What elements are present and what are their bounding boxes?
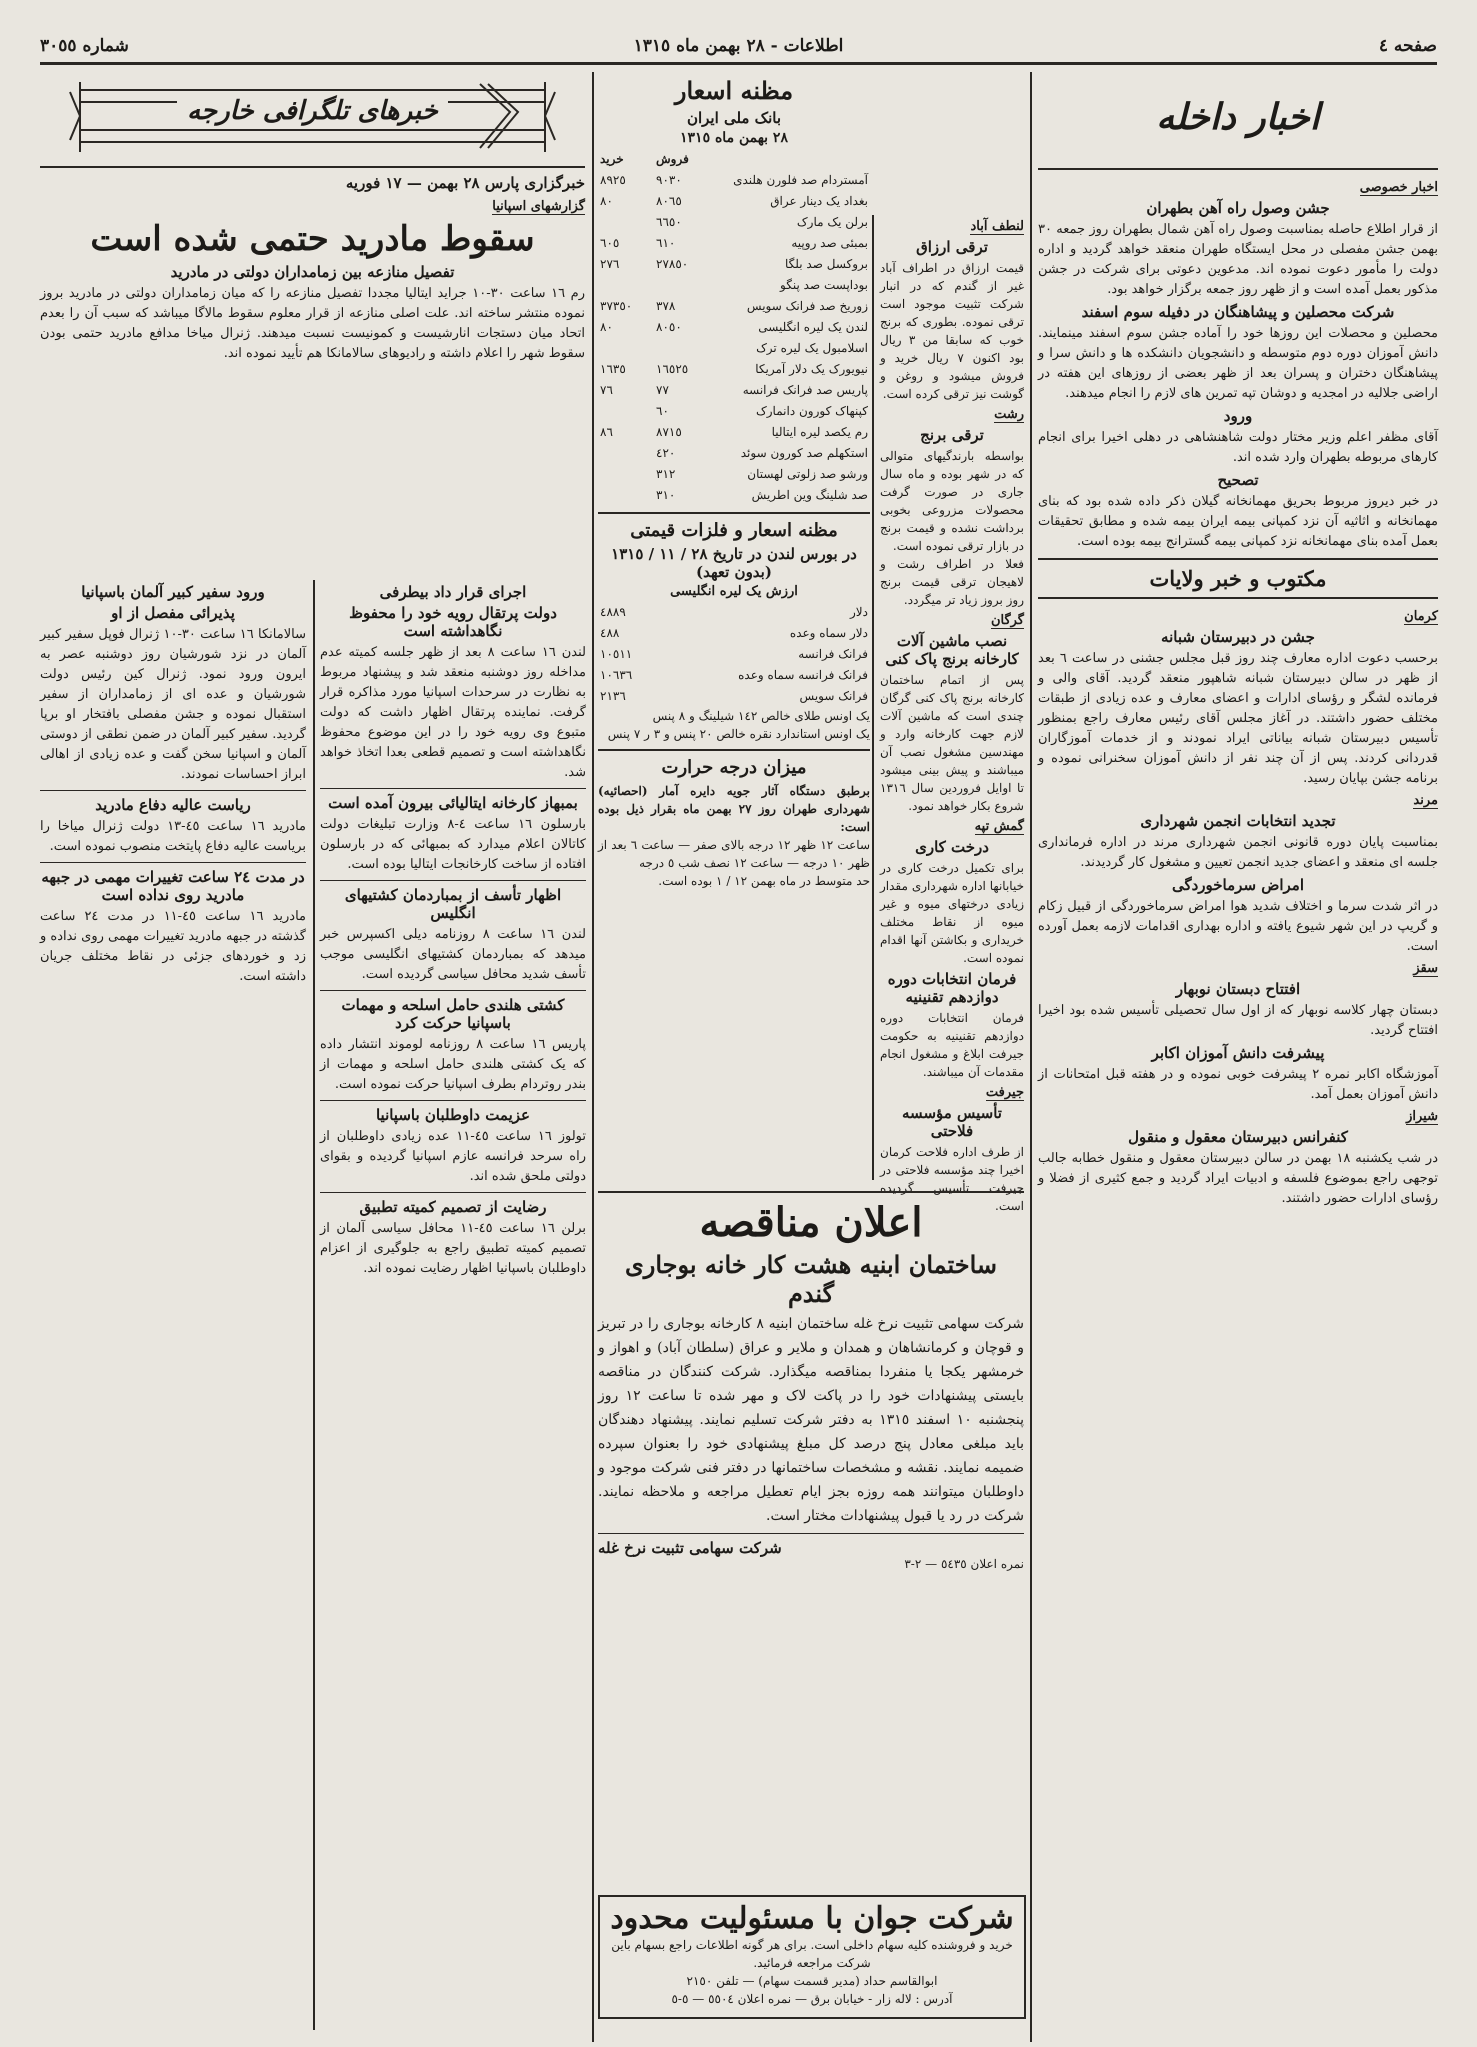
city-headline: تأسیس مؤسسه فلاحتی [902,1104,1002,1140]
sell-rate: ٨٠٥٠ [656,320,682,334]
sell-rate: ٦١٠ [656,236,676,250]
tender-title: اعلان مناقصه [699,1199,923,1246]
sell-rate: ١٦٥٢٥ [656,362,689,376]
gold-note: یک اونس طلای خالص ١٤٢ شیلینگ و ٨ پنس [652,709,870,723]
domestic-masthead: اخبار داخله [1156,96,1320,138]
currency-name: لندن یک لیره انگلیسی [758,320,868,334]
domestic-news-column [1038,72,1438,2042]
madrid-body: رم ١٦ ساعت ٣٠-١٠ جراید ایتالیا مجددا تفصیل منازعه را که میان زمامداران دولتی در مادرید بروز نموده منتشر ساخته اند. علت اصلی منازعه از قرار معلوم سقوط مالاگا میباشد که سبب آن را بعدم اتحاد میان دستجات انارشیست و کمونیست نسبت میدهند. ژنرال میاخا مدافع مادرید حتمی بودن سقوط شهر را اعلام داشته و رادیوهای سالامانکا هم تأیید نموده اند. [40,286,585,361]
metals-subtitle: در بورس لندن در تاریخ ٢٨ / ١١ / ١٣١٥ (بدون تعهد) [611,545,857,581]
rate-row [598,485,870,506]
rate-row [598,359,870,380]
metals-unit: ارزش یک لیره انگلیسی [670,584,798,599]
spain-reports-tag: گزارشهای اسپانیا [492,199,585,214]
italy-headline: بمبهاز کارخانه ایتالیائی بیرون آمده است [328,794,578,812]
provinces-headline: مکتوب و خبر ولایات [1149,566,1327,591]
kerman-body: برحسب دعوت اداره معارف چند روز قبل مجلس جشنی در ساعت ٦ بعد از ظهر در سالن دبیرستان شبانه شاهپور منعقد گردید. آقای والی و فرمانده لشگر و رؤسای ادارات و اعضای معارف و عده زیادی از طبقات مختلف حضور داشتند. در آغاز مجلس آقای رئیس معارف راجع بمنظور تأسیس دبیرستان شبانه بیاناتی ایراد نمودند و از خدمات آموزگاران قدردانی کردند. پس از آن چند نفر از دانش آموزان سخنرانی نموده و برنامه جشن بپایان رسید. [1038,651,1438,786]
metal-row [598,623,870,644]
front-headline: در مدت ٢٤ ساعت تغییرات مهمی در جبهه مادرید روی نداده است [41,868,305,904]
city-headline: ترقی برنج [920,426,984,444]
rate-row [598,317,870,338]
page-number: صفحه ٤ [1378,36,1437,56]
marand-headline: تجدید انتخابات انجمن شهرداری [1140,812,1336,830]
buy-rate: ٧٦ [600,383,613,397]
sell-rate: ٦٠ [656,404,669,418]
rail-body: از قرار اطلاع حاصله بمناسبت وصول راه آهن شمال بطهران روز جمعه ٣٠ بهمن جشن مفصلی در محل ایستگاه طهران منعقد خواهد گردید و اداره دولت را مأمور دعوت نموده اند. مدعوین دعوتی برای شرکت در جشن مذکور بعمل آمده است و از ظهر روز جمعه برگزار خواهد بود. [1038,222,1438,297]
weather-readings: ساعت ١٢ ظهر ١٢ درجه بالای صفر — ساعت ٦ بعد از ظهر ١٠ درجه — ساعت ١٢ نصف شب ٥ درجه [598,838,871,870]
rate-row [598,464,870,485]
portugal-headline: اجرای قرار داد بیطرفی [379,583,527,601]
masthead-box [40,72,585,160]
city-body: برای تکمیل درخت کاری در خیابانها اداره شهرداری مقدار زیادی درختهای میوه و غیر میوه از نقاط مختلف خریداری و بکاشتن آنها اقدام نموده است. [880,861,1024,965]
kerman-tag: کرمان [1404,609,1438,624]
currency-name: بمبئی صد روپیه [791,236,868,250]
buy-rate [598,443,654,464]
currency-name: زوریخ صد فرانک سویس [746,299,868,313]
metal-value: ٤٨٨٩ [600,605,626,619]
metals-table [598,602,870,707]
metals-title: مظنه اسعار و فلزات قیمتی [630,520,838,541]
rate-row [598,338,870,359]
buy-rate: ١٦٣٥ [600,362,626,376]
metal-value: ١٠٦٣٦ [600,668,633,682]
buy-rate [598,212,654,233]
foreign-masthead-title: خبرهای تلگرافی خارجه [177,96,448,126]
metal-name: فرانک سویس [799,689,868,703]
rates-header-row [598,149,870,170]
city-headline: ترقی ارزاق [916,238,988,256]
sell-rate: ٤٢٠ [656,446,676,460]
rate-row [598,422,870,443]
currency-name: پاریس صد فرانک فرانسه [742,383,868,397]
ambassador-body: سالامانکا ١٦ ساعت ٣٠-١٠ ژنرال فوپل سفیر کبیر آلمان در نزد شورشیان روز دوشنبه عصر به ایرون ورود نمود. ژنرال کین رئیس دولت شورشیان و عده ای از زمامداران از سفیر استقبال نموده و جشن مفصلی بافتخار او برپا گردید. سفیر کبیر آلمان در ضمن نطقی از دوستی آلمان و اسپانیا سخن گفت و عده زیادی از اهالی ابراز احساسات نمودند. [40,627,306,782]
dutch-ship-headline: کشتی هلندی حامل اسلحه و مهمات باسپانیا حرکت کرد [341,996,565,1032]
tender-signature: شرکت سهامی تثبیت نرخ غله [598,1539,782,1557]
education-body: محصلین و محصلات این روزها خود را آماده جشن سوم اسفند مینمایند. دانش آموزان دوره دوم متوسطه و دانشجویان دانشکده ها و دانش سرا و پیشاهنگان دختران و پسران بعد از ظهر بعضی از روزهای این هفته در اراضی جلالیه در امجدیه و دوشان تپه تمرین های لازم را انجام میدهند. [1038,326,1438,401]
buy-rate: ٨٩٢٥ [600,173,626,187]
front-body: مادرید ١٦ ساعت ٤٥-١١ در مدت ٢٤ ساعت گذشته در جبهه مادرید تغییرات مهمی روی نداده و زد و خوردهای جزئی در نقاط مختلف جریان داشته است. [39,909,306,984]
metal-value: ٢١٣٦ [600,689,626,703]
italy-body: بارسلون ١٦ ساعت ٤-٨ وزارت تبلیغات دولت کاتالان اعلام میدارد که بمبهائی که در بارسلون افتاده از ساخت کارخانجات ایتالیا بوده است. [320,817,586,872]
currency-name: صد شلینگ وین اطریش [751,488,868,502]
company-title: شرکت جوان با مسئولیت محدود [610,1901,1014,1936]
city-headline: فرمان انتخابات دوره دوازدهم تقنینیه [887,970,1017,1006]
volunteers-headline: عزیمت داوطلبان باسپانیا [375,1106,531,1124]
saqqez-tag: سقز [1413,961,1438,976]
column-rule [1030,72,1032,2042]
city-body: پس از اتمام ساختمان کارخانه برنج پاک کنی گرگان چندی است که ماشین آلات لازم جهت کارخانه وارد و مهندسین مشغول نصب آن میباشند و پیش بینی میشود تا اوایل فروردین سال ١٣١٦ شروع بکار خواهد نمود. [880,673,1024,813]
weather-subtitle: برطبق دستگاه آثار جویه دایره آمار (احصائیه) شهرداری طهران روز ٢٧ بهمن ماه بقرار ذیل بوده است: [598,784,870,834]
company-ad: شرکت جوان با مسئولیت محدود خرید و فروشنده کلیه سهام داخلی است. برای هر گونه اطلاعات راجع بسهام باین شرکت مراجعه فرمائید. ابوالقاسم حداد (مدیر قسمت سهام) — تلفن ٢١٥٠ آدرس : لاله زار - خیابان برق — نمره اعلان ٥٥٠٤ — ٥-٥ [598,1895,1026,2019]
tender-ad [598,1185,1024,1890]
dutch-ship-body: پاریس ١٦ ساعت ٨ روزنامه لوموند انتشار داده که یک کشتی هلندی حامل اسلحه و مهمات از بندر روتردام بطرف اسپانیا حرکت نموده است. [320,1037,586,1092]
buy-rate [598,485,654,506]
currency-name: بغداد یک دینار عراق [770,194,868,208]
school-body: دبستان چهار کلاسه نوبهار که از اول سال تحصیلی تأسیس شده بود اخیرا افتتاح گردید. [1038,1003,1438,1038]
company-body: خرید و فروشنده کلیه سهام داخلی است. برای هر گونه اطلاعات راجع بسهام باین شرکت مراجعه فرمائید. [611,1938,1013,1970]
company-address: آدرس : لاله زار - خیابان برق [810,1992,953,2006]
volunteers-body: تولوز ١٦ ساعت ٤٥-١١ عده زیادی داوطلبان از راه سرحد فرانسه عازم اسپانیا گردیده و بقوای دولتی ملحق شده اند. [320,1129,586,1184]
sell-rate: ٧٧ [656,383,669,397]
conference-headline: کنفرانس دبیرستان معقول و منقول [1128,1128,1348,1146]
metal-value: ٤٨٨ [600,626,620,640]
buy-rate: ٦٠٥ [600,236,620,250]
location-tag: گرگان [990,613,1024,628]
sell-rate: ٨٠٦٥ [656,194,682,208]
buy-rate: ٣٧٣٥٠ [600,299,633,313]
buy-rate [598,464,654,485]
silver-note: یک اونس استاندارد نقره خالص ٢٠ پنس و ٣ ر ٧ پنس [607,727,870,741]
company-manager: ابوالقاسم حداد (مدیر قسمت سهام) [758,1974,938,1988]
currency-name: ورشو صد زلوتی لهستان [747,467,868,481]
conference-body: در شب یکشنبه ١٨ بهمن در سالن دبیرستان معقول و منقول خطابه جالب توجهی راجع بموضوع فلسفه و ادبیات ایراد گردید و جمع کثیری از فضلا و رؤسای ادارات حضور داشتند. [1038,1151,1438,1206]
column-rule [592,72,594,2042]
city-news-column [880,215,1024,1213]
ambassador-subheadline: پذیرائی مفصل از او [111,604,235,622]
rate-row [598,380,870,401]
school-headline: افتتاح دبستان نوبهار [1175,980,1301,998]
weather-title: میزان درجه حرارت [661,757,807,778]
page-header [40,34,1437,65]
defense-body: مادرید ١٦ ساعت ٤٥-١٣ دولت ژنرال میاخا را بریاست عالیه دفاع پایتخت منصوب نموده است. [40,819,306,854]
sell-rate: ٣٧٨ [656,299,676,313]
currency-name: بروکسل صد بلگا [785,257,868,271]
england-body: لندن ١٦ ساعت ٨ روزنامه دیلی اکسپرس خبر میدهد که بمباردمان کشتیهای انگلیسی موجب تأسف شدید محافل سیاسی گردیده است. [320,927,587,982]
company-ref: نمره اعلان ٥٥٠٤ — ٥-٥ [671,1992,792,2006]
company-phone: تلفن ٢١٥٠ [686,1974,739,1988]
currency-name: رم یکصد لیره ایتالیا [771,425,868,439]
arrival-body: آقای مظفر اعلم وزیر مختار دولت شاهنشاهی در دهلی اخیرا برای انجام کارهای مربوطه بطهران وارد شده اند. [1038,430,1438,465]
location-tag: لنطف آباد [970,219,1024,234]
currency-name: بوداپست صد پنگو [780,278,868,292]
location-tag: گمش تپه [974,819,1024,834]
sell-rate: ٩٠٣٠ [656,173,682,187]
location-tag: رشت [994,407,1024,422]
buy-rate [598,275,654,296]
column-rule [313,580,315,2030]
kerman-headline: جشن در دبیرستان شبانه [1161,628,1315,646]
sell-rate: ٨٧١٥ [656,425,682,439]
buy-rate: ٨٠ [600,194,613,208]
sell-rate: ٣١٢ [656,467,676,481]
sell-rate: ٣١٠ [656,488,676,502]
currency-name: استکهلم صد کورون سوئد [740,446,868,460]
currency-name: برلن یک مارک [796,215,868,229]
private-news-tag: اخبار خصوصی [1359,180,1438,195]
correction-headline: تصحیح [1217,471,1259,489]
marand-body: بمناسبت پایان دوره قانونی انجمن شهرداری مرند در اداره فرمانداری جلسه ای منعقد و اعضای جدید انجمن تعیین و مشغول کار گردیدند. [1038,835,1438,870]
rate-row [598,443,870,464]
correction-body: در خبر دیروز مربوط بحریق مهمانخانه گیلان ذکر داده شده بود که بنای مهمانخانه و اثاثیه آن نزد کمپانی بیمه ایران بیمه شده و مطابق تحقیقات بعمل آمده بنای مهمانخانه نزد کمپانی بیمه گسترانج بیمه بوده است. [1038,494,1438,549]
rates-bank: بانک ملی ایران [686,109,782,127]
adult-school-body: آموزشگاه اکابر نمره ٢ پیشرفت خوبی نموده و در هفته قبل امتحانات از دانش آموزان بعمل آمد. [1038,1067,1438,1102]
illness-headline: امراض سرماخوردگی [1171,876,1305,894]
buy-rate [598,401,654,422]
rate-row [598,401,870,422]
tender-ref: نمره اعلان ٥٤٣٥ — ٢-٣ [904,1557,1024,1571]
madrid-headline: سقوط مادرید حتمی شده است [90,219,535,259]
rail-headline: جشن وصول راه آهن بطهران [1146,199,1330,217]
sell-rate [654,275,710,296]
location-tag: جیرفت [985,1085,1024,1100]
issue-number: شماره ٣٠٥٥ [40,36,129,56]
currency-name: اسلامبول یک لیره ترک [756,341,868,355]
currency-name: کپنهاک کورون دانمارک [756,404,868,418]
city-body: فعلا در اطراف رشت و لاهیجان ترقی قیمت برنج روز بروز زیاد تر میگردد. [880,557,1024,607]
city-body: از طرف اداره فلاحت کرمان اخیرا چند مؤسسه فلاحتی در جیرفت تأسیس گردیده است. [880,1145,1024,1213]
column-rule [872,215,874,1180]
arrival-headline: ورود [1223,407,1253,425]
paper-date: اطلاعات - ٢٨ بهمن ماه ١٣١٥ [633,36,844,56]
city-body: قیمت ارزاق در اطراف آباد غیر از گندم که در انبار شرکت تثبیت موجود است ترقی نموده. بطوری که برنج خوب که سابقا من ٣ ریال بود اکنون ٧ ریال خرید و فروش میشود و روغن و گوشت نیز ترقی کرده است. [880,261,1024,401]
rate-row [598,191,870,212]
rate-row [598,233,870,254]
buy-rate: ٨٦ [600,425,613,439]
rate-row [598,296,870,317]
satisfaction-headline: رضایت از تصمیم کمیته تطبیق [359,1198,547,1216]
rate-row [598,254,870,275]
metal-value: ١٠٥١١ [600,647,633,661]
portugal-subheadline: دولت پرتقال رویه خود را محفوظ نگاهداشته است [349,604,557,640]
city-body: بواسطه بارندگیهای متوالی که در شهر بوده و ماه سال جاری در صورت گرفت محصولات مزروعی بخوبی برداشت نشده و قیمت برنج در بازار ترقی نموده است. [880,449,1024,553]
metal-name: دلار سماه وعده [789,626,868,640]
satisfaction-body: برلن ١٦ ساعت ٤٥-١١ محافل سیاسی آلمان از تصمیم کمیته تطبیق راجع به جلوگیری از اعزام داوطلبان باسپانیا اظهار رضایت نموده اند. [320,1221,587,1276]
exchange-rates-column [598,72,870,1182]
metal-row [598,686,870,707]
foreign-news-right [320,580,586,2030]
defense-headline: ریاست عالیه دفاع مادرید [95,796,251,814]
rates-date: ٢٨ بهمن ماه ١٣١٥ [680,130,788,146]
shiraz-tag: شیراز [1406,1109,1438,1124]
foreign-news-masthead [40,72,585,572]
metal-name: فرانک فرانسه سماه وعده [738,668,868,682]
metal-row [598,665,870,686]
buy-rate: ٨٠ [600,320,613,334]
adult-school-headline: پیشرفت دانش آموزان اکابر [1151,1044,1325,1062]
madrid-subheadline: تفصیل منازعه بین زمامداران دولتی در مادرید [170,263,455,281]
buy-header: خرید [600,152,624,166]
metal-name: فرانک فرانسه [798,647,868,661]
sell-rate: ٦٦٥٠ [656,215,682,229]
rate-row [598,212,870,233]
illness-body: در اثر شدت سرما و اختلاف شدید هوا امراض سرماخوردگی از قبیل زکام و گریپ در این شهر شیوع یافته و اداره بهداری اقدامات لازمه بعمل آورده است. [1038,899,1438,954]
buy-rate: ٢٧٦ [600,257,620,271]
marand-tag: مرند [1413,793,1438,808]
tender-body: شرکت سهامی تثبیت نرخ غله ساختمان ابنیه ٨ کارخانه بوجاری را در تبریز و قوچان و کرمانشاهان و همدان و ملایر و عراق (سلطان آباد) و اهواز و خرمشهر یکجا یا منفردا بمناقصه میگذارد. شرکت کنندگان در مناقصه بایستی پیشنهادات خود را در پاکت لاک و مهر شده تا ساعت ١٢ روز پنجشنبه ١٠ اسفند ١٣١٥ به دفتر شرکت تسلیم نمایند. پیشنهاد دهندگان باید مبلغی معادل پنج درصد کل مبلغ پیشنهادی خود را بعنوان سپرده ضمیمه نمایند. نقشه و مشخصات ساختمانها در دفتر فنی شرکت موجود و داوطلبان میتوانند همه روزه بجز ایام تعطیل مراجعه و ملاحظه نمایند. شرکت در رد یا قبول پیشنهادات مختار است. [598,1316,1024,1524]
sell-rate [654,338,710,359]
portugal-body: لندن ١٦ ساعت ٨ بعد از ظهر جلسه کمیته عدم مداخله روز دوشنبه منعقد شد و پیشنهاد مربوط به نظارت در سرحدات اسپانیا مورد مذاکره قرار گرفت. نماینده پرتقال اظهار داشت که دولت متبوع وی رویه خود را در این موضوع محفوظ نگاهداشته است و تصمیم قطعی بعدا اتخاذ خواهد شد. [320,645,587,780]
city-body: فرمان انتخابات دوره دوازدهم تقنینیه به حکومت جیرفت ابلاغ و مشغول انجام مقدمات آن میباشند. [880,1011,1024,1079]
ambassador-headline: ورود سفیر کبیر آلمان باسپانیا [81,583,265,601]
metal-row [598,602,870,623]
sell-rate: ٢٧٨٥٠ [656,257,689,271]
metal-name: دلار [850,605,868,619]
foreign-dateline: خبرگزاری پارس ٢٨ بهمن — ١٧ فوریه [345,174,585,192]
sell-header: فروش [656,152,689,166]
education-headline: شرکت محصلین و پیشاهنگان در دفیله سوم اسفند [1081,303,1395,321]
currency-name: آمستردام صد فلورن هلندی [733,173,868,187]
rates-table [598,149,870,506]
tender-subtitle: ساختمان ابنیه هشت کار خانه بوجاری گندم [624,1250,998,1308]
currency-name: نیویورک یک دلار آمریکا [755,362,868,376]
weather-note: حد متوسط در ماه بهمن ١٢ / ١ بوده است. [658,874,870,888]
england-headline: اظهار تأسف از بمباردمان کشتیهای انگلیس [344,886,562,922]
city-headline: نصب ماشین آلات کارخانه برنج پاک کنی [885,632,1019,668]
foreign-news-left [40,580,306,2030]
city-headline: درخت کاری [915,838,989,856]
buy-rate [598,338,654,359]
rate-row [598,275,870,296]
rates-title: مظنه اسعار [674,76,794,105]
rate-row [598,170,870,191]
metal-row [598,644,870,665]
